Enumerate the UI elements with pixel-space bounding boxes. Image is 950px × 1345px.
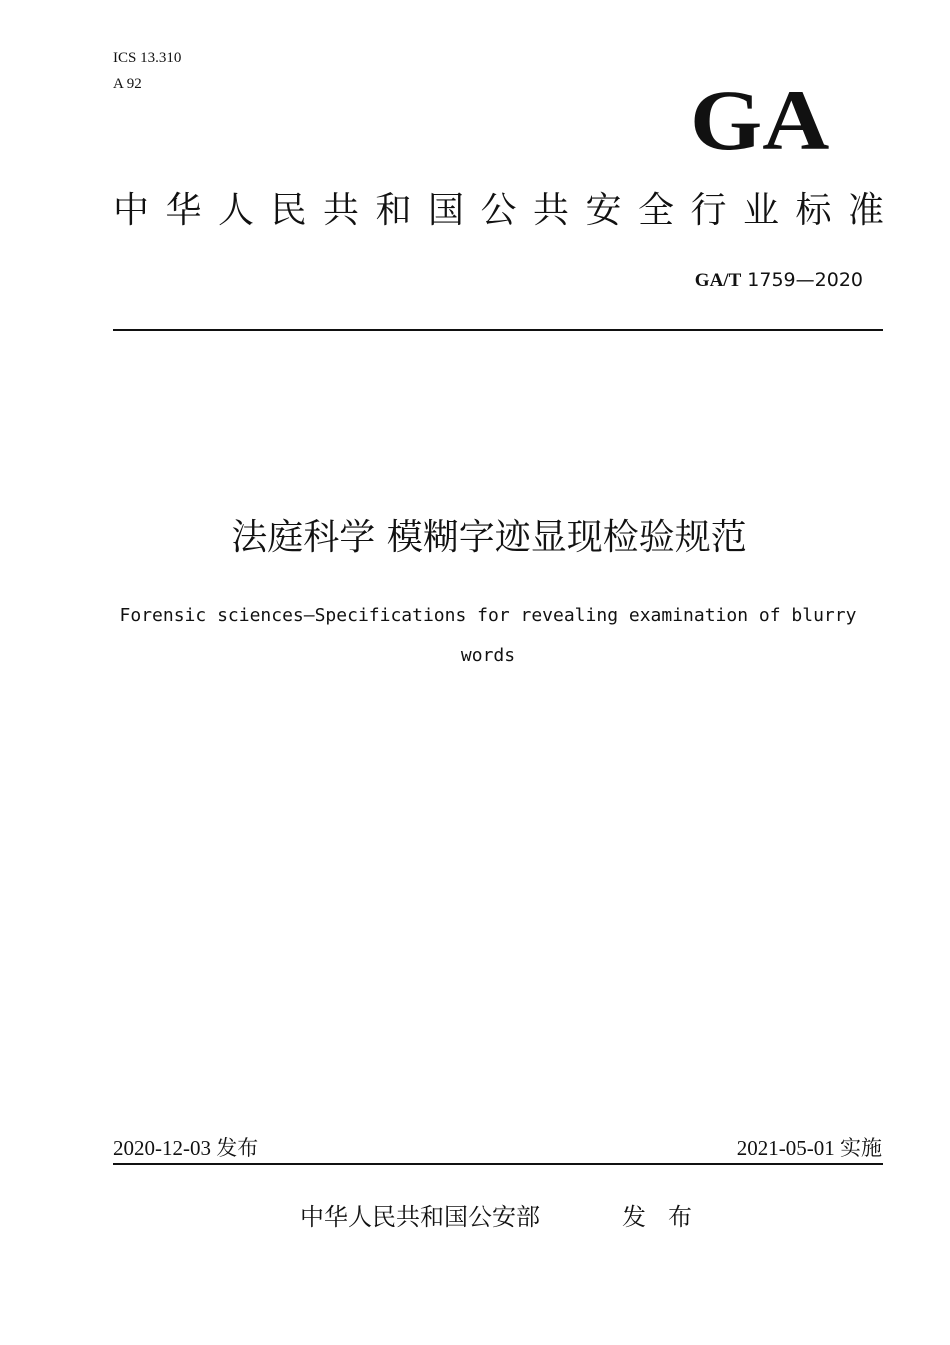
issuing-authority: 中华人民共和国公安部 — [300, 1203, 540, 1231]
document-title-en: Forensic sciences—Specifications for revealing examination of blurry words — [119, 605, 857, 666]
standard-number-value: 1759—2020 — [741, 269, 863, 291]
ga-logo: GA — [690, 72, 830, 168]
ccs-code: A 92 — [113, 76, 142, 92]
implementation-date: 2021-05-01 实施 — [736, 1136, 882, 1160]
footer-divider — [113, 1163, 883, 1165]
ics-code: ICS 13.310 — [113, 50, 182, 66]
standard-code: GA/T — [694, 270, 742, 291]
issue-action: 发布 — [622, 1203, 714, 1231]
document-title-cn: 法庭科学 模糊字迹显现检验规范 — [231, 517, 747, 558]
header-divider — [113, 329, 883, 331]
standard-number — [695, 267, 863, 294]
issue-date: 2020-12-03 发布 — [113, 1136, 259, 1160]
standard-category-title: 中华人民共和国公共安全行业标准 — [113, 190, 901, 231]
